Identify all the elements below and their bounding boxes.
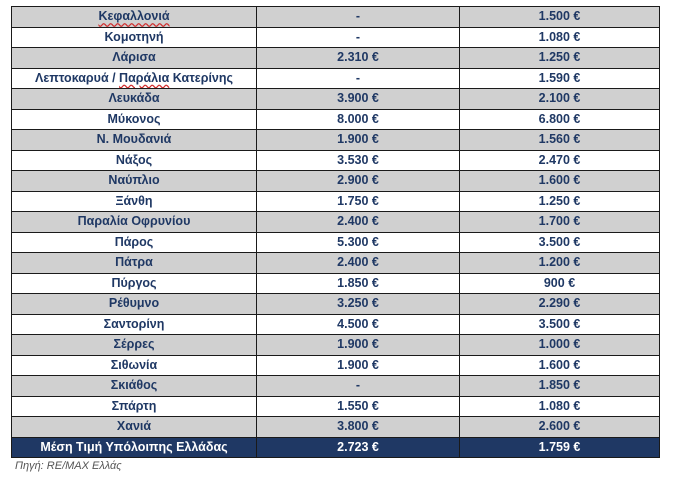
price-table-container — [11, 6, 659, 458]
table-row — [12, 191, 660, 212]
value-cell-1: 8.000 € — [257, 109, 460, 130]
value-cell-1: 3.900 € — [257, 89, 460, 110]
footer-label-cell: Μέση Τιμή Υπόλοιπης Ελλάδας — [12, 437, 257, 458]
city-cell: Χανιά — [12, 417, 257, 438]
value-cell-1: 1.550 € — [257, 396, 460, 417]
city-cell: Κομοτηνή — [12, 27, 257, 48]
city-cell: Λευκάδα — [12, 89, 257, 110]
table-row — [12, 273, 660, 294]
value-cell-2: 2.100 € — [460, 89, 660, 110]
table-row — [12, 171, 660, 192]
value-cell-1: 1.900 € — [257, 130, 460, 151]
value-cell-2: 2.470 € — [460, 150, 660, 171]
table-row — [12, 232, 660, 253]
table-row — [12, 376, 660, 397]
value-cell-1: - — [257, 27, 460, 48]
city-cell: Λάρισα — [12, 48, 257, 69]
city-cell: Ναύπλιο — [12, 171, 257, 192]
value-cell-2: 900 € — [460, 273, 660, 294]
value-cell-1: 2.900 € — [257, 171, 460, 192]
value-cell-2: 1.560 € — [460, 130, 660, 151]
city-cell: Πάρος — [12, 232, 257, 253]
city-cell: Σαντορίνη — [12, 314, 257, 335]
city-cell: Σπάρτη — [12, 396, 257, 417]
city-cell: Σέρρες — [12, 335, 257, 356]
value-cell-1: 2.310 € — [257, 48, 460, 69]
value-cell-2: 1.080 € — [460, 396, 660, 417]
value-cell-1: 3.800 € — [257, 417, 460, 438]
value-cell-2: 3.500 € — [460, 314, 660, 335]
city-cell: Πύργος — [12, 273, 257, 294]
table-row — [12, 7, 660, 28]
city-cell: Σκιάθος — [12, 376, 257, 397]
city-cell: Ν. Μουδανιά — [12, 130, 257, 151]
value-cell-1: - — [257, 68, 460, 89]
value-cell-2: 1.500 € — [460, 7, 660, 28]
value-cell-2: 1.700 € — [460, 212, 660, 233]
value-cell-2: 2.600 € — [460, 417, 660, 438]
price-table-body — [12, 7, 660, 458]
city-cell: Πάτρα — [12, 253, 257, 274]
value-cell-2: 1.850 € — [460, 376, 660, 397]
value-cell-1: 1.900 € — [257, 335, 460, 356]
value-cell-1: 3.250 € — [257, 294, 460, 315]
city-cell: Νάξος — [12, 150, 257, 171]
city-cell: Ρέθυμνο — [12, 294, 257, 315]
table-row — [12, 130, 660, 151]
value-cell-1: 1.750 € — [257, 191, 460, 212]
city-cell: Μύκονος — [12, 109, 257, 130]
city-cell: Κεφαλλονιά — [12, 7, 257, 28]
table-row — [12, 417, 660, 438]
table-row — [12, 68, 660, 89]
footer-value-cell-1: 2.723 € — [257, 437, 460, 458]
value-cell-2: 1.600 € — [460, 355, 660, 376]
table-row — [12, 396, 660, 417]
value-cell-2: 3.500 € — [460, 232, 660, 253]
city-cell: Παραλία Οφρυνίου — [12, 212, 257, 233]
value-cell-2: 6.800 € — [460, 109, 660, 130]
value-cell-1: 2.400 € — [257, 212, 460, 233]
value-cell-2: 1.000 € — [460, 335, 660, 356]
value-cell-1: 1.900 € — [257, 355, 460, 376]
footer-value-cell-2: 1.759 € — [460, 437, 660, 458]
table-row — [12, 109, 660, 130]
table-row — [12, 89, 660, 110]
city-cell: Ξάνθη — [12, 191, 257, 212]
table-row — [12, 253, 660, 274]
table-row — [12, 294, 660, 315]
value-cell-2: 2.290 € — [460, 294, 660, 315]
value-cell-1: 5.300 € — [257, 232, 460, 253]
table-row — [12, 314, 660, 335]
table-row — [12, 48, 660, 69]
source-note: Πηγή: RE/MAX Ελλάς — [15, 460, 122, 472]
value-cell-2: 1.250 € — [460, 191, 660, 212]
table-row — [12, 27, 660, 48]
value-cell-2: 1.200 € — [460, 253, 660, 274]
value-cell-1: 3.530 € — [257, 150, 460, 171]
city-cell: Σιθωνία — [12, 355, 257, 376]
table-row — [12, 355, 660, 376]
table-row — [12, 150, 660, 171]
value-cell-1: - — [257, 376, 460, 397]
value-cell-1: 4.500 € — [257, 314, 460, 335]
table-row — [12, 212, 660, 233]
price-table — [11, 6, 660, 458]
value-cell-2: 1.590 € — [460, 68, 660, 89]
value-cell-2: 1.250 € — [460, 48, 660, 69]
city-cell: Λεπτοκαρυά / Παράλια Κατερίνης — [12, 68, 257, 89]
value-cell-1: 1.850 € — [257, 273, 460, 294]
value-cell-1: - — [257, 7, 460, 28]
value-cell-1: 2.400 € — [257, 253, 460, 274]
value-cell-2: 1.600 € — [460, 171, 660, 192]
table-footer-row — [12, 437, 660, 458]
value-cell-2: 1.080 € — [460, 27, 660, 48]
table-row — [12, 335, 660, 356]
